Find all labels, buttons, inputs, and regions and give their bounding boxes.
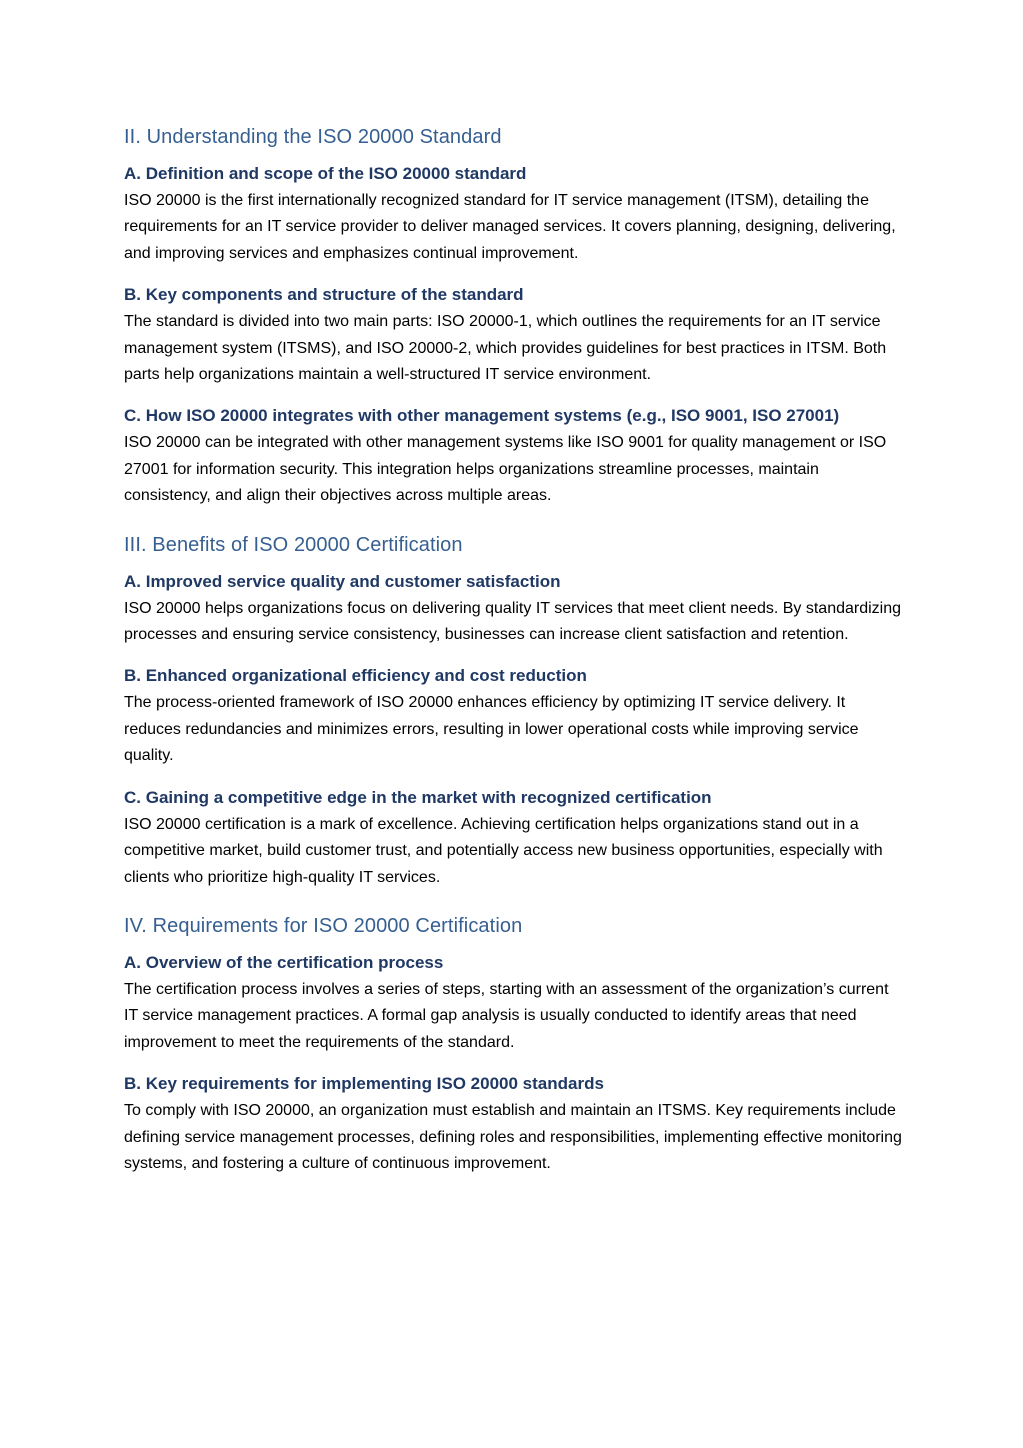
paragraph: ISO 20000 can be integrated with other management systems like ISO 9001 for quality management or ISO 27001 for information security. This integration helps organizations streamline processes, maintain consistency, and align their objectives across multiple areas. [124,434,887,505]
paragraph: ISO 20000 is the first internationally recognized standard for IT service management (ITSM), detailing the requirements for an IT service provider to deliver managed services. It covers planning, designing, delivering, and improving services and emphasizes continual improvement. [124,192,896,262]
document-page [124,122,904,1197]
paragraph: The process-oriented framework of ISO 20000 enhances efficiency by optimizing IT service delivery. It reduces redundancies and minimizes errors, resulting in lower operational costs while improving service quality. [124,694,859,765]
section-heading: III. Benefits of ISO 20000 Certification [124,533,463,556]
section-heading: IV. Requirements for ISO 20000 Certification [124,914,523,937]
section-benefits [124,530,904,891]
section-heading: II. Understanding the ISO 20000 Standard [124,126,502,148]
subsection [124,786,904,891]
subsection-title: A. Definition and scope of the ISO 20000 standard [124,164,527,183]
section-requirements [124,911,904,1177]
paragraph: ISO 20000 helps organizations focus on delivering quality IT services that meet client needs. By standardizing processes and ensuring service consistency, businesses can increase client satisfaction and retention. [124,599,902,644]
subsection [124,1072,904,1177]
paragraph: The certification process involves a series of steps, starting with an assessment of the organization’s current IT service management practices. A formal gap analysis is usually conducted to identify areas that need improvement to meet the requirements of the standard. [124,980,889,1051]
paragraph: The standard is divided into two main parts: ISO 20000-1, which outlines the requirements for an IT service management system (ITSMS), and ISO 20000-2, which provides guidelines for best practices in ITSM. Both parts help organizations maintain a well-structured IT service environment. [124,313,887,384]
paragraph: ISO 20000 certification is a mark of excellence. Achieving certification helps organizations stand out in a competitive market, build customer trust, and potentially access new business opportunities, especially with clients who prioritize high-quality IT services. [124,815,883,886]
paragraph: To comply with ISO 20000, an organization must establish and maintain an ITSMS. Key requirements include defining service management processes, defining roles and responsibilities, implementing effective monitoring systems, and fostering a culture of continuous improvement. [124,1102,902,1172]
subsection [124,664,904,769]
subsection-title: A. Improved service quality and customer satisfaction [124,571,561,591]
subsection [124,404,904,509]
subsection-title: B. Enhanced organizational efficiency and cost reduction [124,666,587,686]
subsection [124,951,904,1056]
subsection-title: A. Overview of the certification process [124,952,444,972]
subsection-title: B. Key components and structure of the standard [124,285,524,305]
section-understanding [124,122,904,510]
subsection [124,283,904,388]
subsection-title: B. Key requirements for implementing ISO 20000 standards [124,1074,604,1094]
subsection-title: C. How ISO 20000 integrates with other management systems (e.g., ISO 9001, ISO 27001) [124,406,840,426]
subsection-title: C. Gaining a competitive edge in the market with recognized certification [124,787,712,807]
subsection [124,162,904,267]
subsection [124,570,904,649]
